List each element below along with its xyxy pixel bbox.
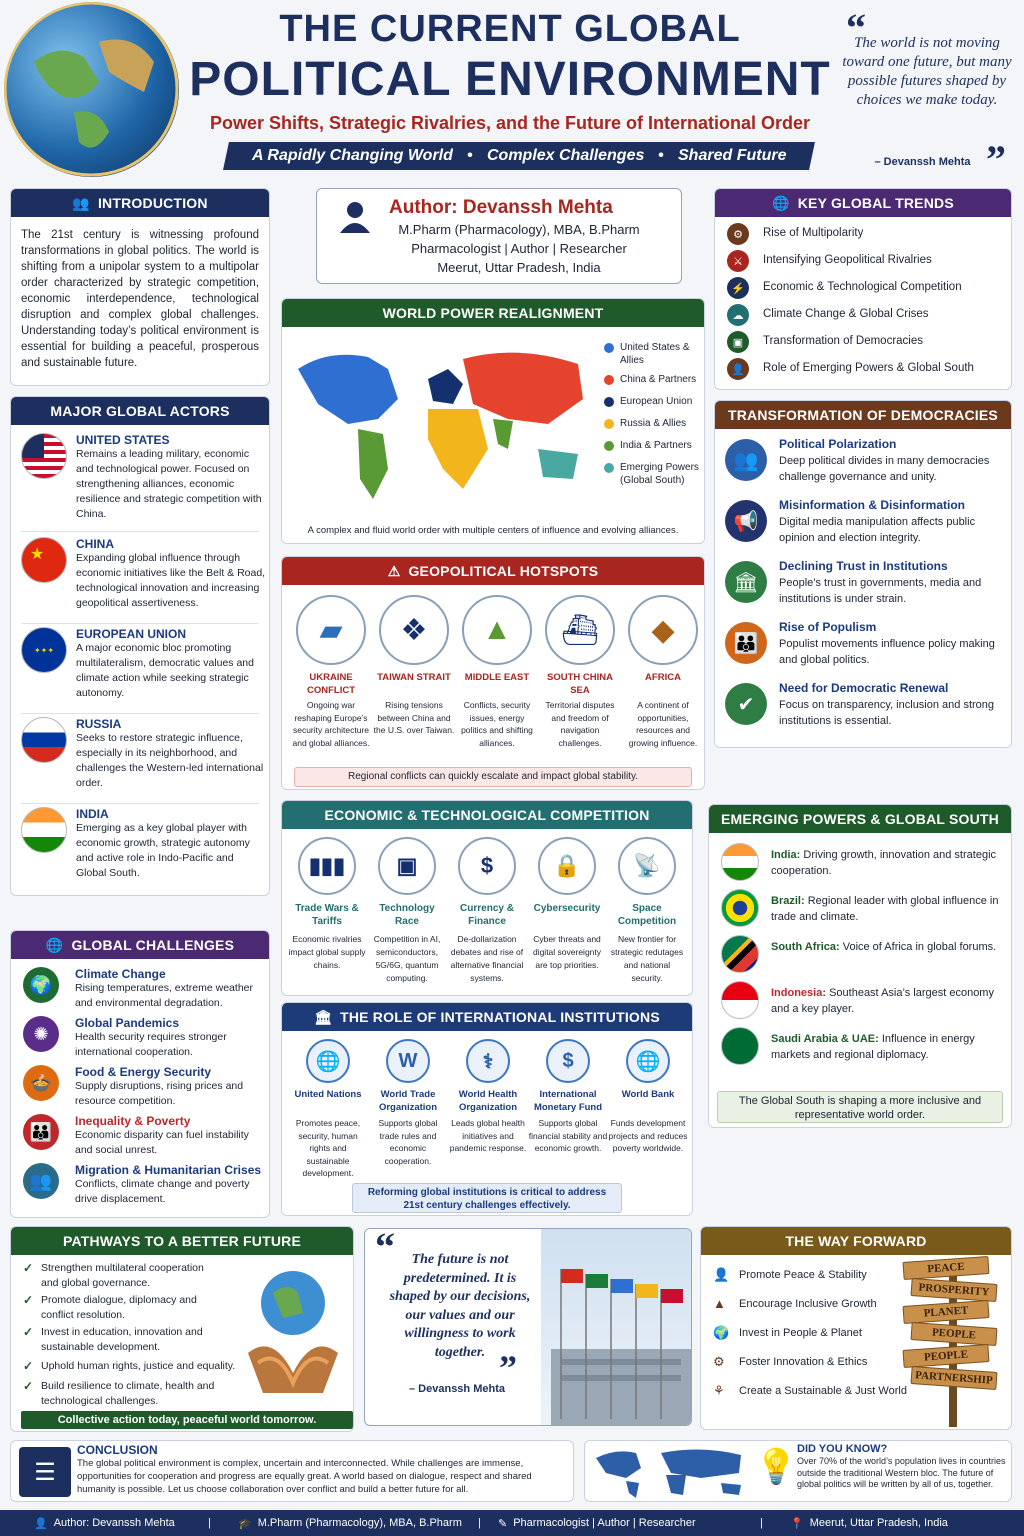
actors-heading: MAJOR GLOBAL ACTORS: [11, 397, 269, 425]
introduction-heading: INTRODUCTION: [97, 195, 208, 211]
forward-icon: ⚘: [713, 1383, 725, 1398]
pen-icon: ✎: [498, 1517, 508, 1530]
challenge-icon: 👥: [23, 1163, 59, 1199]
democracy-text: Focus on transparency, inclusion and strong institutions is essential.: [779, 699, 995, 727]
challenge-title: Food & Energy Security: [75, 1065, 212, 1079]
legend-label: Russia & Allies: [620, 418, 687, 429]
legend-swatch: [604, 397, 614, 407]
pathway-item: Strengthen multilateral cooperation and global governance.: [41, 1262, 204, 1289]
democracy-title: Need for Democratic Renewal: [779, 681, 949, 695]
person-icon: [337, 199, 373, 235]
forward-icon: ⚙: [713, 1354, 725, 1369]
hotspot-title: SOUTH CHINA SEA: [547, 672, 613, 696]
signpost-board: PARTNERSHIP: [910, 1366, 997, 1390]
signpost-board: PEACE: [902, 1256, 989, 1280]
hotspot-map-icon: ⛴: [545, 595, 615, 665]
quote-close-icon: ”: [499, 1348, 517, 1388]
author-location: Meerut, Uttar Pradesh, India: [437, 260, 601, 275]
header-quote: The world is not moving toward one future, but many possible futures shaped by choices we make today.: [842, 35, 1012, 108]
pathway-item: Uphold human rights, justice and equality.: [41, 1360, 236, 1372]
trend-icon: ⚡: [727, 277, 749, 299]
us-flag-icon: [21, 433, 67, 479]
challenge-title: Inequality & Poverty: [75, 1114, 191, 1128]
author-roles: Pharmacologist | Author | Researcher: [411, 241, 627, 256]
conclusion-text: The global political environment is complex, uncertain and interconnected. While challenges are immense, opportunities for cooperation and progress are equally great. A world based on dialogue, respect and shared humanity is possible. Let us choose collaboration over conflict and build a better future for all.: [77, 1458, 532, 1495]
institution-text: Supports global trade rules and economic cooperation.: [378, 1118, 438, 1166]
footer-bar: 👤 Author: Devanssh Mehta | 🎓 M.Pharm (Pharmacology), MBA, B.Pharm | ✎ Pharmacologist | Author | Researcher | 📍 Meerut, Uttar Pradesh, India: [0, 1510, 1024, 1536]
didyouknow-panel: [584, 1440, 1012, 1502]
econ-title: Currency & Finance: [460, 903, 514, 927]
signpost-board: PEOPLE: [910, 1322, 997, 1346]
didyouknow-text: Over 70% of the world’s population lives in countries outside the traditional Western bloc. The future of global politics will be written by all of us, together.: [797, 1456, 1006, 1489]
author-degree: M.Pharm (Pharmacology), MBA, B.Pharm: [398, 222, 640, 237]
democracy-text: Populist movements influence policy making and global politics.: [779, 638, 995, 666]
globe-icon: 🌐: [45, 936, 64, 953]
midquote-panel: [364, 1228, 692, 1426]
pathway-item: Invest in education, innovation and sustainable development.: [41, 1326, 203, 1353]
country-flag-icon: [721, 843, 759, 881]
institution-text: Funds development projects and reduces poverty worldwide.: [608, 1118, 688, 1153]
institution-logo-icon: 🌐: [626, 1039, 670, 1083]
trend-label: Intensifying Geopolitical Rivalries: [763, 254, 932, 266]
democracy-text: Digital media manipulation affects public opinion and election integrity.: [779, 516, 976, 544]
legend-label: Emerging Powers (Global South): [620, 462, 699, 486]
actors-panel: [10, 396, 270, 896]
challenge-text: Economic disparity can fuel instability and social unrest.: [75, 1129, 249, 1156]
realignment-heading: WORLD POWER REALIGNMENT: [282, 299, 704, 327]
legend-label: United States & Allies: [620, 342, 690, 366]
person-icon: 👤: [34, 1517, 48, 1530]
hotspot-map-icon: ◆: [628, 595, 698, 665]
emerging-item: [771, 985, 1001, 1017]
econ-title: Space Competition: [617, 903, 677, 927]
trend-label: Transformation of Democracies: [763, 335, 923, 347]
country-flag-icon: [721, 935, 759, 973]
challenge-icon: ✺: [23, 1016, 59, 1052]
check-icon: ✓: [23, 1325, 34, 1339]
check-icon: ✓: [23, 1379, 34, 1393]
emerging-text: Influence in energy markets and regional diplomacy.: [771, 1033, 975, 1061]
hotspot-title: AFRICA: [645, 672, 681, 683]
democracy-text: People’s trust in governments, media and institutions is under strain.: [779, 577, 982, 605]
trend-icon: ⚔: [727, 250, 749, 272]
institution-logo-icon: 🌐: [306, 1039, 350, 1083]
challenge-icon: 🌍: [23, 967, 59, 1003]
emerging-footer: The Global South is shaping a more inclusive and representative world order.: [717, 1091, 1003, 1123]
actor-item: ✦✦✦ EUROPEAN UNION A major economic bloc promoting multilateralism, democratic values and climate action while seeking strategic autonomy.: [11, 627, 269, 713]
footer-roles: Pharmacologist | Author | Researcher: [513, 1517, 696, 1529]
banner-item: Shared Future: [677, 147, 786, 164]
pathway-item: Build resilience to climate, health and technological challenges.: [41, 1380, 215, 1407]
pathways-panel: [10, 1226, 354, 1432]
econ-icon: 📡: [618, 837, 676, 895]
econ-title: Cybersecurity: [533, 903, 601, 914]
introduction-text: The 21st century is witnessing profound transformations in global politics. The world is shifting from a unipolar system to a multipolar order characterized by strategic competition, economic interdependence, technological disruption and complex global challenges. Understanding today’s political environment is essential for building a peaceful, prosperous and sustainable future.: [21, 229, 259, 369]
pathway-item: Promote dialogue, diplomacy and conflict resolution.: [41, 1294, 197, 1321]
realignment-caption: A complex and fluid world order with multiple centers of influence and evolving alliances.: [307, 525, 679, 536]
forward-item: Foster Innovation & Ethics: [739, 1356, 868, 1368]
header-quote-author: – Devanssh Mehta: [874, 156, 971, 168]
institution-title: World Trade Organization: [378, 1089, 438, 1113]
hands-globe-image: [243, 1263, 343, 1403]
institution-title: World Health Organization: [458, 1089, 518, 1113]
legend-swatch: [604, 375, 614, 385]
democracy-title: Rise of Populism: [779, 620, 877, 634]
democracy-icon: ✔: [725, 683, 767, 725]
econ-text: De-dollarization debates and rise of alternative financial systems.: [450, 934, 524, 983]
footer-author: Author: Devanssh Mehta: [53, 1517, 175, 1529]
emerging-heading: EMERGING POWERS & GLOBAL SOUTH: [709, 805, 1011, 833]
trend-icon: ☁: [727, 304, 749, 326]
legend-swatch: [604, 419, 614, 429]
check-icon: ✓: [23, 1359, 34, 1373]
realignment-panel: [281, 298, 705, 544]
legend-swatch: [604, 441, 614, 451]
quote-close-icon: ”: [986, 137, 1006, 182]
emerging-text: Voice of Africa in global forums.: [842, 941, 997, 953]
econ-panel: [281, 800, 693, 996]
institution-title: World Bank: [621, 1089, 675, 1100]
midquote-text: The future is not predetermined. It is shaped by our decisions, our values and our willingness to work together.: [389, 1252, 531, 1360]
democracy-icon: 📢: [725, 500, 767, 542]
page-title-line2: POLITICAL ENVIRONMENT: [189, 53, 831, 106]
hotspot-text: Territorial disputes and freedom of navigation challenges.: [545, 700, 615, 748]
trends-panel: [714, 188, 1012, 390]
institution-logo-icon: $: [546, 1039, 590, 1083]
institution-title: International Monetary Fund: [533, 1089, 603, 1113]
econ-text: Economic rivalries impact global supply chains.: [288, 934, 366, 970]
location-icon: 📍: [790, 1517, 804, 1530]
forward-item: Encourage Inclusive Growth: [739, 1298, 877, 1310]
emerging-text: Driving growth, innovation and strategic cooperation.: [771, 849, 997, 877]
author-card: [316, 188, 682, 284]
forward-icon: 👤: [713, 1267, 730, 1282]
challenges-heading: GLOBAL CHALLENGES: [71, 937, 235, 953]
trend-icon: 👤: [727, 358, 749, 380]
emerging-item: [771, 893, 1001, 925]
introduction-panel: [10, 188, 270, 386]
hotspot-text: Conflicts, security issues, energy politics and shifting alliances.: [461, 700, 533, 748]
challenge-title: Global Pandemics: [75, 1016, 180, 1030]
country-flag-icon: [721, 1027, 759, 1065]
emerging-item: [771, 847, 1001, 879]
conclusion-heading: CONCLUSION: [77, 1443, 158, 1457]
forward-heading: THE WAY FORWARD: [701, 1227, 1011, 1255]
hotspot-text: Ongoing war reshaping Europe’s security architecture and global alliances.: [292, 700, 370, 748]
conclusion-panel: [10, 1440, 574, 1502]
forward-item: Invest in People & Planet: [739, 1327, 862, 1339]
democracy-title: Political Polarization: [779, 437, 897, 451]
hotspot-title: TAIWAN STRAIT: [377, 672, 451, 683]
democracies-heading: TRANSFORMATION OF DEMOCRACIES: [715, 401, 1011, 429]
didyouknow-heading: DID YOU KNOW?: [797, 1443, 888, 1455]
institutions-footer: Reforming global institutions is critical to address 21st century challenges effectively.: [352, 1183, 622, 1213]
legend-label: China & Partners: [620, 374, 697, 385]
institution-logo-icon: W: [386, 1039, 430, 1083]
world-map: [288, 329, 594, 509]
hotspot-title: MIDDLE EAST: [464, 672, 530, 683]
emerging-country: Saudi Arabia & UAE:: [771, 1033, 879, 1045]
hotspot-text: Rising tensions between China and the U.S. over Taiwan.: [373, 700, 455, 735]
hotspot-map-icon: ❖: [379, 595, 449, 665]
institution-text: Leads global health initiatives and pandemic response.: [449, 1118, 527, 1153]
check-icon: ✓: [23, 1293, 34, 1307]
globe-image: [4, 2, 179, 177]
footer-location: Meerut, Uttar Pradesh, India: [809, 1517, 948, 1529]
challenge-text: Rising temperatures, extreme weather and environmental degradation.: [75, 982, 253, 1009]
econ-icon: 🔒: [538, 837, 596, 895]
emerging-country: India:: [771, 849, 801, 861]
actor-item: ★ CHINA Expanding global influence through economic initiatives like the Belt & Road, technological innovation and increasing geopolitical assertiveness.: [11, 537, 269, 623]
institution-text: Supports global financial stability and economic growth.: [528, 1118, 608, 1153]
globe-icon: 🌐: [772, 194, 790, 211]
header-banner: A Rapidly Changing World • Complex Challenges • Shared Future: [223, 142, 815, 170]
graduation-icon: 🎓: [238, 1517, 252, 1530]
econ-heading: ECONOMIC & TECHNOLOGICAL COMPETITION: [282, 801, 692, 829]
hotspot-map-icon: ▰: [296, 595, 366, 665]
challenges-panel: [10, 930, 270, 1218]
china-flag-icon: ★: [21, 537, 67, 583]
legend-label: India & Partners: [620, 440, 692, 451]
forward-item: Create a Sustainable & Just World: [739, 1385, 907, 1397]
forward-icon: 🌍: [713, 1325, 730, 1340]
emerging-country: Indonesia:: [771, 987, 827, 999]
page-subtitle: Power Shifts, Strategic Rivalries, and the Future of International Order: [209, 113, 811, 133]
challenge-icon: 🍲: [23, 1065, 59, 1101]
quote-open-icon: “: [846, 5, 866, 50]
challenge-title: Climate Change: [75, 967, 166, 981]
trend-label: Economic & Technological Competition: [763, 281, 962, 293]
democracy-title: Declining Trust in Institutions: [779, 559, 948, 573]
hotspots-heading: GEOPOLITICAL HOTSPOTS: [408, 563, 599, 579]
democracy-title: Misinformation & Disinformation: [779, 498, 965, 512]
democracy-icon: 👪: [725, 622, 767, 664]
quote-open-icon: “: [375, 1228, 395, 1269]
econ-icon: $: [458, 837, 516, 895]
econ-text: New frontier for strategic redutages and national security.: [610, 934, 684, 983]
actor-item: RUSSIA Seeks to restore strategic influence, especially in its neighborhood, and challenges the Western-led international order.: [11, 717, 269, 803]
democracy-text: Deep political divides in many democracies challenge governance and unity.: [779, 455, 990, 483]
institution-icon: 🏛: [314, 1008, 333, 1025]
forward-panel: [700, 1226, 1012, 1430]
challenge-text: Conflicts, climate change and poverty drive displacement.: [75, 1178, 250, 1205]
banner-item: A Rapidly Changing World: [252, 147, 453, 164]
author-name: Author: Devanssh Mehta: [389, 197, 613, 218]
emerging-text: Regional leader with global influence in trade and climate.: [771, 895, 999, 923]
forward-item: Promote Peace & Stability: [739, 1269, 867, 1281]
emerging-panel: [708, 804, 1012, 1128]
india-flag-icon: [21, 807, 67, 853]
econ-icon: ▮▮▮: [298, 837, 356, 895]
country-flag-icon: [721, 981, 759, 1019]
signpost-board: PROSPERITY: [910, 1278, 997, 1302]
warning-icon: ⚠: [387, 562, 401, 579]
lightbulb-icon: 💡: [755, 1448, 798, 1486]
legend-swatch: [604, 463, 614, 473]
trend-icon: ▣: [727, 331, 749, 353]
hotspot-map-icon: ▲: [462, 595, 532, 665]
signpost-board: PLANET: [902, 1300, 989, 1324]
hotspot-text: A continent of opportunities, resources and growing influence.: [628, 700, 698, 748]
emerging-item: [771, 1031, 1001, 1063]
democracies-panel: [714, 400, 1012, 748]
hotspot-title: UKRAINE CONFLICT: [306, 672, 356, 696]
econ-text: Cyber threats and digital sovereignty are top priorities.: [532, 934, 602, 970]
russia-flag-icon: [21, 717, 67, 763]
challenge-text: Supply disruptions, rising prices and resource competition.: [75, 1080, 244, 1107]
econ-title: Trade Wars & Tariffs: [295, 903, 359, 927]
signpost-board: PEOPLE: [902, 1344, 989, 1368]
challenge-icon: 👪: [23, 1114, 59, 1150]
challenge-text: Health security requires stronger international cooperation.: [75, 1031, 227, 1058]
legend-swatch: [604, 343, 614, 353]
eu-flag-icon: ✦✦✦: [21, 627, 67, 673]
trend-label: Rise of Multipolarity: [763, 227, 864, 239]
democracy-icon: 👥: [725, 439, 767, 481]
page-title-line1: THE CURRENT GLOBAL: [279, 8, 741, 50]
emerging-country: Brazil:: [771, 895, 805, 907]
forward-icon: ▲: [713, 1296, 726, 1311]
democracy-icon: 🏛: [725, 561, 767, 603]
trends-heading: KEY GLOBAL TRENDS: [797, 195, 954, 211]
country-flag-icon: [721, 889, 759, 927]
pathways-heading: PATHWAYS TO A BETTER FUTURE: [11, 1227, 353, 1255]
actor-item: INDIA Emerging as a key global player with economic growth, strategic autonomy and active role in Indo-Pacific and Global South.: [11, 807, 269, 893]
institutions-panel: [281, 1002, 693, 1216]
signpost-image: [897, 1255, 1011, 1427]
emerging-text: Southeast Asia’s largest economy and a key player.: [771, 987, 994, 1015]
institution-text: Promotes peace, security, human rights and sustainable development.: [295, 1118, 361, 1178]
flags-building-image: [541, 1229, 692, 1426]
institutions-heading: THE ROLE OF INTERNATIONAL INSTITUTIONS: [340, 1009, 660, 1025]
midquote-author: – Devanssh Mehta: [409, 1383, 505, 1395]
legend-label: European Union: [620, 396, 693, 407]
trend-icon: ⚙: [727, 223, 749, 245]
institution-logo-icon: ⚕: [466, 1039, 510, 1083]
check-icon: ✓: [23, 1261, 34, 1275]
document-icon: ☰: [19, 1447, 71, 1497]
footer-degree: M.Pharm (Pharmacology), MBA, B.Pharm: [257, 1517, 462, 1529]
people-icon: 👥: [72, 194, 90, 211]
hotspots-footer: Regional conflicts can quickly escalate and impact global stability.: [294, 767, 692, 787]
emerging-item: [771, 939, 1001, 955]
emerging-country: South Africa:: [771, 941, 840, 953]
world-map-small: [591, 1443, 751, 1501]
trend-label: Role of Emerging Powers & Global South: [763, 362, 974, 374]
pathways-footer: Collective action today, peaceful world tomorrow.: [21, 1411, 353, 1429]
institution-title: United Nations: [294, 1089, 362, 1100]
actor-item: UNITED STATES Remains a leading military, economic and technological power. Focused on strengthening alliances, economic resilience and strategic competition with China.: [11, 433, 269, 525]
econ-title: Technology Race: [379, 903, 435, 927]
trend-label: Climate Change & Global Crises: [763, 308, 929, 320]
hotspots-panel: [281, 556, 705, 790]
challenge-title: Migration & Humanitarian Crises: [75, 1163, 262, 1177]
econ-text: Competition in AI, semiconductors, 5G/6G, quantum computing.: [373, 934, 441, 983]
banner-item: Complex Challenges: [486, 147, 644, 164]
econ-icon: ▣: [378, 837, 436, 895]
